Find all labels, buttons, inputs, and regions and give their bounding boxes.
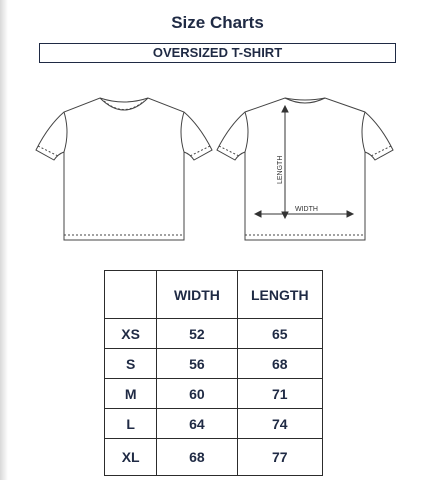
length-cell: 77 [237,439,322,476]
page-edge-shadow [0,0,8,480]
table-row [105,349,323,379]
width-cell: 60 [157,379,237,409]
size-cell: L [105,409,157,439]
width-cell: 52 [157,319,237,349]
table-header-cell-width: WIDTH [157,271,237,319]
tshirt-back-illustration [215,92,395,247]
table-header-row [105,271,323,319]
width-cell: 68 [157,439,237,476]
page-title: Size Charts [171,13,264,32]
length-cell: 65 [237,319,322,349]
length-cell: 68 [237,349,322,379]
length-cell: 71 [237,379,322,409]
product-name-box: OVERSIZED T-SHIRT [39,43,396,63]
table-header-cell-length: LENGTH [237,271,322,319]
width-cell: 64 [157,409,237,439]
tshirt-front-illustration [34,92,214,247]
table-row [105,409,323,439]
table-row [105,319,323,349]
table-header-cell-size [105,271,157,319]
length-label: LENGTH [277,155,284,184]
size-cell: S [105,349,157,379]
size-chart-table [104,270,323,476]
size-cell: XL [105,439,157,476]
table-row [105,379,323,409]
width-cell: 56 [157,349,237,379]
size-cell: XS [105,319,157,349]
width-label: WIDTH [295,206,318,213]
length-cell: 74 [237,409,322,439]
size-cell: M [105,379,157,409]
table-row [105,439,323,476]
